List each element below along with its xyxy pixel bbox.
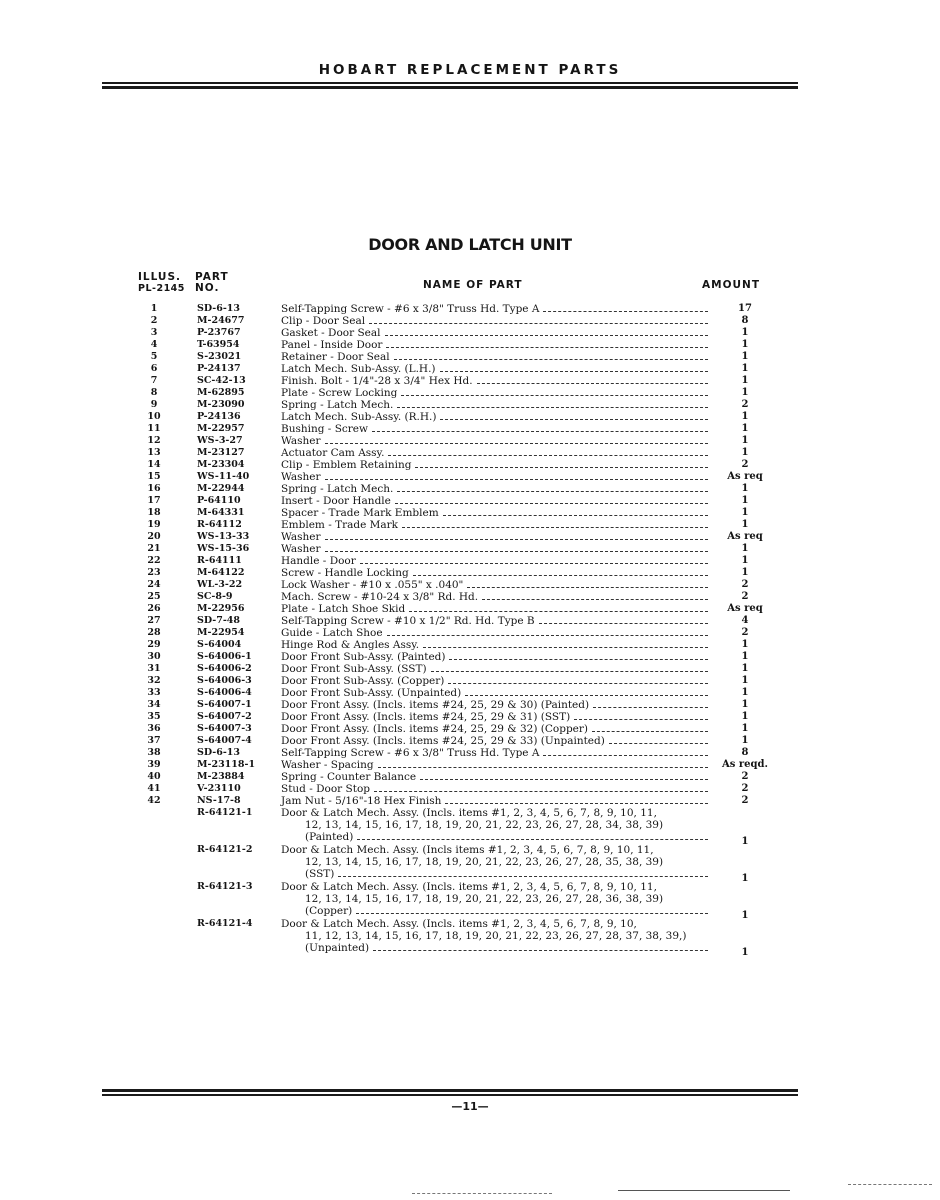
leader-dots bbox=[593, 707, 708, 708]
part-name: Latch Mech. Sub-Assy. (R.H.) bbox=[281, 411, 437, 423]
part-name: Clip - Door Seal bbox=[281, 315, 366, 327]
part-amount: 8 bbox=[741, 315, 749, 326]
leader-dots bbox=[369, 323, 708, 324]
part-name: Washer bbox=[281, 531, 321, 543]
part-name: Emblem - Trade Mark bbox=[281, 519, 399, 531]
part-amount: 1 bbox=[741, 351, 749, 362]
header-rule-thick bbox=[102, 86, 798, 89]
part-name: Door Front Assy. (Incls. items #24, 25, 29 & 31) (SST) bbox=[281, 711, 571, 723]
table-row bbox=[0, 651, 940, 663]
part-number: S-64007-3 bbox=[197, 723, 252, 734]
part-name: Door Front Assy. (Incls. items #24, 25, 29 & 30) (Painted) bbox=[281, 699, 590, 711]
part-name: Spring - Counter Balance bbox=[281, 771, 417, 783]
part-number: WS-15-36 bbox=[197, 543, 250, 554]
table-row bbox=[0, 759, 940, 771]
part-amount: 2 bbox=[741, 783, 749, 794]
illus-number: 40 bbox=[147, 771, 161, 782]
illus-number: 41 bbox=[147, 783, 161, 794]
illus-number: 17 bbox=[147, 495, 161, 506]
part-number: R-64121-4 bbox=[197, 918, 253, 929]
illus-number: 7 bbox=[150, 375, 158, 386]
part-amount: 1 bbox=[741, 651, 749, 662]
illus-number: 38 bbox=[147, 747, 161, 758]
part-number: V-23110 bbox=[197, 783, 241, 794]
part-number: M-62895 bbox=[197, 387, 245, 398]
part-name: Bushing - Screw bbox=[281, 423, 368, 435]
part-amount: 1 bbox=[741, 495, 749, 506]
illus-header-label: ILLUS. bbox=[138, 271, 181, 283]
part-name: Door Front Assy. (Incls. items #24, 25, 29 & 33) (Unpainted) bbox=[281, 735, 605, 747]
part-name: Washer bbox=[281, 471, 321, 483]
amount-column-header: AMOUNT bbox=[702, 279, 760, 291]
table-row bbox=[0, 639, 940, 651]
part-number: S-64007-4 bbox=[197, 735, 252, 746]
part-amount: 1 bbox=[741, 639, 749, 650]
table-row bbox=[0, 519, 940, 531]
illus-number: 19 bbox=[147, 519, 161, 530]
illus-number: 30 bbox=[147, 651, 161, 662]
leader-dots bbox=[445, 803, 708, 804]
part-name-line: (SST) bbox=[305, 868, 335, 880]
table-row bbox=[0, 399, 940, 411]
part-amount: 1 bbox=[741, 699, 749, 710]
part-amount: 1 bbox=[741, 723, 749, 734]
part-name: Door Front Sub-Assy. (Painted) bbox=[281, 651, 446, 663]
part-number: SD-6-13 bbox=[197, 303, 240, 314]
part-amount: 1 bbox=[741, 711, 749, 722]
illus-number: 2 bbox=[150, 315, 158, 326]
leader-dots bbox=[423, 647, 708, 648]
part-number: S-23021 bbox=[197, 351, 242, 362]
table-row bbox=[0, 603, 940, 615]
leader-dots bbox=[440, 371, 708, 372]
table-row bbox=[0, 411, 940, 423]
table-row bbox=[0, 591, 940, 603]
part-amount: 8 bbox=[741, 747, 749, 758]
footer-rule-thick bbox=[102, 1089, 798, 1092]
assembly-row bbox=[0, 918, 940, 958]
part-header-sub: NO. bbox=[195, 282, 220, 294]
table-row bbox=[0, 675, 940, 687]
part-name: Spacer - Trade Mark Emblem bbox=[281, 507, 439, 519]
part-name: Screw - Handle Locking bbox=[281, 567, 409, 579]
table-row bbox=[0, 747, 940, 759]
part-column-header bbox=[195, 272, 229, 294]
part-amount: 1 bbox=[741, 519, 749, 530]
page-header: HOBART REPLACEMENT PARTS bbox=[318, 62, 622, 78]
leader-dots bbox=[415, 467, 708, 468]
illus-number: 36 bbox=[147, 723, 161, 734]
table-row bbox=[0, 615, 940, 627]
part-number: T-63954 bbox=[197, 339, 240, 350]
leader-dots bbox=[397, 491, 708, 492]
part-name: Lock Washer - #10 x .055" x .040" bbox=[281, 579, 464, 591]
illus-number: 12 bbox=[147, 435, 161, 446]
leader-dots bbox=[539, 623, 708, 624]
part-amount: 1 bbox=[741, 435, 749, 446]
part-amount: 1 bbox=[741, 836, 749, 847]
illus-number: 23 bbox=[147, 567, 161, 578]
leader-dots bbox=[449, 659, 708, 660]
part-amount: 1 bbox=[741, 947, 749, 958]
table-row bbox=[0, 723, 940, 735]
footer-rule-thin bbox=[102, 1094, 798, 1096]
leader-dots bbox=[431, 671, 708, 672]
illus-number: 34 bbox=[147, 699, 161, 710]
illus-number: 11 bbox=[147, 423, 161, 434]
part-number: SD-6-13 bbox=[197, 747, 240, 758]
part-amount: 1 bbox=[741, 363, 749, 374]
leader-dots bbox=[372, 431, 708, 432]
part-number: WS-11-40 bbox=[197, 471, 250, 482]
table-row bbox=[0, 735, 940, 747]
part-amount: 2 bbox=[741, 795, 749, 806]
part-amount: 2 bbox=[741, 591, 749, 602]
part-number: M-23127 bbox=[197, 447, 245, 458]
part-name-line: (Painted) bbox=[305, 831, 354, 843]
table-row bbox=[0, 579, 940, 591]
part-amount: 2 bbox=[741, 399, 749, 410]
illus-header-sub: PL-2145 bbox=[138, 283, 185, 294]
table-row bbox=[0, 711, 940, 723]
leader-dots bbox=[325, 479, 708, 480]
leader-dots bbox=[609, 743, 708, 744]
illus-number: 1 bbox=[150, 303, 158, 314]
table-row bbox=[0, 507, 940, 519]
part-name: Self-Tapping Screw - #10 x 1/2" Rd. Hd. Type B bbox=[281, 615, 535, 627]
leader-dots bbox=[413, 575, 708, 576]
leader-dots bbox=[401, 395, 708, 396]
part-amount: 1 bbox=[741, 675, 749, 686]
part-amount: 17 bbox=[738, 303, 752, 314]
part-number: P-24136 bbox=[197, 411, 241, 422]
part-header-label: PART bbox=[195, 271, 229, 283]
name-column-header: NAME OF PART bbox=[423, 279, 523, 291]
part-name-line: 12, 13, 14, 15, 16, 17, 18, 19, 20, 21, 22, 23, 26, 27, 28, 36, 38, 39) bbox=[305, 893, 664, 905]
part-name: Washer bbox=[281, 435, 321, 447]
illus-number: 37 bbox=[147, 735, 161, 746]
leader-dots bbox=[448, 683, 708, 684]
table-row bbox=[0, 531, 940, 543]
assembly-row bbox=[0, 881, 940, 921]
part-number: S-64006-3 bbox=[197, 675, 252, 686]
illus-number: 35 bbox=[147, 711, 161, 722]
part-number: R-64112 bbox=[197, 519, 242, 530]
leader-dots bbox=[378, 767, 708, 768]
illus-number: 15 bbox=[147, 471, 161, 482]
part-number: SC-42-13 bbox=[197, 375, 246, 386]
scan-mark bbox=[618, 1190, 790, 1191]
leader-dots bbox=[374, 791, 708, 792]
part-amount: As reqd. bbox=[722, 759, 768, 770]
part-amount: 1 bbox=[741, 567, 749, 578]
part-name: Spring - Latch Mech. bbox=[281, 399, 394, 411]
table-row bbox=[0, 423, 940, 435]
part-name-line: Door & Latch Mech. Assy. (Incls. items #1, 2, 3, 4, 5, 6, 7, 8, 9, 10, 11, bbox=[281, 807, 657, 819]
leader-dots bbox=[356, 913, 708, 914]
part-amount: 2 bbox=[741, 459, 749, 470]
part-amount: 1 bbox=[741, 483, 749, 494]
part-amount: 1 bbox=[741, 543, 749, 554]
table-row bbox=[0, 495, 940, 507]
part-amount: 1 bbox=[741, 735, 749, 746]
part-name: Door Front Sub-Assy. (SST) bbox=[281, 663, 427, 675]
part-number: R-64121-1 bbox=[197, 807, 253, 818]
leader-dots bbox=[397, 407, 708, 408]
part-number: WS-3-27 bbox=[197, 435, 243, 446]
part-amount: 4 bbox=[741, 615, 749, 626]
part-name: Plate - Latch Shoe Skid bbox=[281, 603, 406, 615]
leader-dots bbox=[409, 611, 708, 612]
leader-dots bbox=[386, 347, 708, 348]
table-row bbox=[0, 543, 940, 555]
part-name-line: Door & Latch Mech. Assy. (Incls. items #1, 2, 3, 4, 5, 6, 7, 8, 9, 10, bbox=[281, 918, 637, 930]
part-name: Plate - Screw Locking bbox=[281, 387, 398, 399]
part-name: Retainer - Door Seal bbox=[281, 351, 390, 363]
illus-number: 25 bbox=[147, 591, 161, 602]
table-row bbox=[0, 375, 940, 387]
table-row bbox=[0, 783, 940, 795]
part-name: Gasket - Door Seal bbox=[281, 327, 381, 339]
part-name: Door Front Sub-Assy. (Unpainted) bbox=[281, 687, 462, 699]
leader-dots bbox=[385, 335, 709, 336]
leader-dots bbox=[592, 731, 708, 732]
part-number: M-22954 bbox=[197, 627, 245, 638]
table-row bbox=[0, 435, 940, 447]
illus-number: 21 bbox=[147, 543, 161, 554]
header-rule-thin bbox=[102, 82, 798, 84]
leader-dots bbox=[465, 695, 708, 696]
part-name: Washer - Spacing bbox=[281, 759, 374, 771]
part-number: M-64122 bbox=[197, 567, 245, 578]
illus-number: 27 bbox=[147, 615, 161, 626]
part-amount: 1 bbox=[741, 873, 749, 884]
illus-number: 9 bbox=[150, 399, 158, 410]
part-number: P-64110 bbox=[197, 495, 241, 506]
part-amount: As req bbox=[727, 471, 763, 482]
part-number: S-64006-1 bbox=[197, 651, 252, 662]
table-row bbox=[0, 663, 940, 675]
table-row bbox=[0, 699, 940, 711]
leader-dots bbox=[325, 539, 708, 540]
illus-number: 28 bbox=[147, 627, 161, 638]
part-number: R-64111 bbox=[197, 555, 242, 566]
leader-dots bbox=[395, 503, 708, 504]
part-amount: 2 bbox=[741, 579, 749, 590]
part-name: Self-Tapping Screw - #6 x 3/8" Truss Hd. Type A bbox=[281, 303, 540, 315]
table-row bbox=[0, 303, 940, 315]
table-row bbox=[0, 339, 940, 351]
leader-dots bbox=[360, 563, 708, 564]
part-name: Hinge Rod & Angles Assy. bbox=[281, 639, 420, 651]
leader-dots bbox=[325, 443, 708, 444]
part-name-line: Door & Latch Mech. Assy. (Incls items #1, 2, 3, 4, 5, 6, 7, 8, 9, 10, 11, bbox=[281, 844, 654, 856]
illus-number: 33 bbox=[147, 687, 161, 698]
leader-dots bbox=[388, 455, 708, 456]
part-amount: 1 bbox=[741, 375, 749, 386]
illus-number: 13 bbox=[147, 447, 161, 458]
part-name: Washer bbox=[281, 543, 321, 555]
part-amount: 2 bbox=[741, 771, 749, 782]
scan-mark bbox=[412, 1193, 552, 1194]
table-row bbox=[0, 555, 940, 567]
part-name-line: 11, 12, 13, 14, 15, 16, 17, 18, 19, 20, 21, 22, 23, 26, 27, 28, 37, 38, 39,) bbox=[305, 930, 687, 942]
part-name-line: 12, 13, 14, 15, 16, 17, 18, 19, 20, 21, 22, 23, 26, 27, 28, 35, 38, 39) bbox=[305, 856, 664, 868]
part-amount: 1 bbox=[741, 910, 749, 921]
table-row bbox=[0, 483, 940, 495]
leader-dots bbox=[394, 359, 708, 360]
leader-dots bbox=[443, 515, 708, 516]
leader-dots bbox=[357, 839, 708, 840]
part-amount: 1 bbox=[741, 687, 749, 698]
part-name: Finish. Bolt - 1/4"-28 x 3/4" Hex Hd. bbox=[281, 375, 473, 387]
part-amount: 1 bbox=[741, 423, 749, 434]
leader-dots bbox=[325, 551, 708, 552]
illus-number: 22 bbox=[147, 555, 161, 566]
leader-dots bbox=[440, 419, 708, 420]
illus-number: 29 bbox=[147, 639, 161, 650]
table-row bbox=[0, 351, 940, 363]
table-row bbox=[0, 315, 940, 327]
leader-dots bbox=[338, 876, 708, 877]
leader-dots bbox=[467, 587, 708, 588]
part-number: M-23090 bbox=[197, 399, 245, 410]
part-name: Actuator Cam Assy. bbox=[281, 447, 385, 459]
part-name-line: Door & Latch Mech. Assy. (Incls. items #1, 2, 3, 4, 5, 6, 7, 8, 9, 10, 11, bbox=[281, 881, 657, 893]
part-name: Spring - Latch Mech. bbox=[281, 483, 394, 495]
table-row bbox=[0, 459, 940, 471]
leader-dots bbox=[543, 755, 708, 756]
part-amount: 1 bbox=[741, 411, 749, 422]
part-amount: 1 bbox=[741, 663, 749, 674]
leader-dots bbox=[402, 527, 708, 528]
part-name: Self-Tapping Screw - #6 x 3/8" Truss Hd. Type A bbox=[281, 747, 540, 759]
part-name: Door Front Assy. (Incls. items #24, 25, 29 & 32) (Copper) bbox=[281, 723, 588, 735]
illus-number: 42 bbox=[147, 795, 161, 806]
part-amount: 1 bbox=[741, 507, 749, 518]
part-number: NS-17-8 bbox=[197, 795, 241, 806]
table-row bbox=[0, 795, 940, 807]
part-number: M-22957 bbox=[197, 423, 245, 434]
part-number: S-64004 bbox=[197, 639, 242, 650]
illus-column-header bbox=[138, 272, 185, 294]
illus-number: 3 bbox=[150, 327, 158, 338]
part-name: Mach. Screw - #10-24 x 3/8" Rd. Hd. bbox=[281, 591, 479, 603]
table-row bbox=[0, 363, 940, 375]
part-number: S-64007-2 bbox=[197, 711, 252, 722]
part-name: Guide - Latch Shoe bbox=[281, 627, 383, 639]
illus-number: 4 bbox=[150, 339, 158, 350]
part-amount: As req bbox=[727, 603, 763, 614]
table-row bbox=[0, 471, 940, 483]
part-name: Latch Mech. Sub-Assy. (L.H.) bbox=[281, 363, 436, 375]
part-name: Jam Nut - 5/16"-18 Hex Finish bbox=[281, 795, 442, 807]
part-number: P-23767 bbox=[197, 327, 241, 338]
part-number: SC-8-9 bbox=[197, 591, 233, 602]
illus-number: 39 bbox=[147, 759, 161, 770]
table-row bbox=[0, 771, 940, 783]
part-amount: As req bbox=[727, 531, 763, 542]
leader-dots bbox=[477, 383, 708, 384]
part-name: Door Front Sub-Assy. (Copper) bbox=[281, 675, 445, 687]
leader-dots bbox=[574, 719, 708, 720]
part-number: M-23118-1 bbox=[197, 759, 256, 770]
assembly-row bbox=[0, 807, 940, 847]
part-number: S-64007-1 bbox=[197, 699, 252, 710]
part-number: WL-3-22 bbox=[197, 579, 243, 590]
part-number: SD-7-48 bbox=[197, 615, 240, 626]
part-amount: 1 bbox=[741, 555, 749, 566]
part-name-line: 12, 13, 14, 15, 16, 17, 18, 19, 20, 21, 22, 23, 26, 27, 28, 34, 38, 39) bbox=[305, 819, 664, 831]
page-number: —11— bbox=[451, 1100, 489, 1113]
table-row bbox=[0, 687, 940, 699]
part-name-line: (Unpainted) bbox=[305, 942, 370, 954]
part-name: Stud - Door Stop bbox=[281, 783, 370, 795]
illus-number: 24 bbox=[147, 579, 161, 590]
leader-dots bbox=[373, 950, 708, 951]
part-name: Panel - Inside Door bbox=[281, 339, 383, 351]
section-title: DOOR AND LATCH UNIT bbox=[368, 235, 572, 254]
illus-number: 16 bbox=[147, 483, 161, 494]
illus-number: 14 bbox=[147, 459, 161, 470]
part-number: R-64121-2 bbox=[197, 844, 253, 855]
table-row bbox=[0, 567, 940, 579]
part-number: M-23304 bbox=[197, 459, 245, 470]
illus-number: 32 bbox=[147, 675, 161, 686]
part-number: S-64006-4 bbox=[197, 687, 252, 698]
part-amount: 1 bbox=[741, 447, 749, 458]
illus-number: 10 bbox=[147, 411, 161, 422]
part-number: M-24677 bbox=[197, 315, 245, 326]
part-number: M-23884 bbox=[197, 771, 245, 782]
part-number: M-22956 bbox=[197, 603, 245, 614]
illus-number: 26 bbox=[147, 603, 161, 614]
part-number: P-24137 bbox=[197, 363, 241, 374]
table-row bbox=[0, 387, 940, 399]
leader-dots bbox=[482, 599, 708, 600]
part-amount: 1 bbox=[741, 339, 749, 350]
part-amount: 2 bbox=[741, 627, 749, 638]
part-number: WS-13-33 bbox=[197, 531, 250, 542]
illus-number: 6 bbox=[150, 363, 158, 374]
part-number: M-64331 bbox=[197, 507, 245, 518]
part-number: R-64121-3 bbox=[197, 881, 253, 892]
part-number: S-64006-2 bbox=[197, 663, 252, 674]
assembly-row bbox=[0, 844, 940, 884]
table-row bbox=[0, 447, 940, 459]
part-name: Insert - Door Handle bbox=[281, 495, 391, 507]
illus-number: 20 bbox=[147, 531, 161, 542]
leader-dots bbox=[420, 779, 708, 780]
table-row bbox=[0, 327, 940, 339]
table-row bbox=[0, 627, 940, 639]
part-number: M-22944 bbox=[197, 483, 245, 494]
part-name: Handle - Door bbox=[281, 555, 356, 567]
leader-dots bbox=[543, 311, 708, 312]
illus-number: 18 bbox=[147, 507, 161, 518]
part-name: Clip - Emblem Retaining bbox=[281, 459, 412, 471]
illus-number: 5 bbox=[150, 351, 158, 362]
part-amount: 1 bbox=[741, 327, 749, 338]
scan-mark bbox=[848, 1184, 932, 1185]
part-amount: 1 bbox=[741, 387, 749, 398]
illus-number: 31 bbox=[147, 663, 161, 674]
illus-number: 8 bbox=[150, 387, 158, 398]
leader-dots bbox=[387, 635, 708, 636]
part-name-line: (Copper) bbox=[305, 905, 353, 917]
